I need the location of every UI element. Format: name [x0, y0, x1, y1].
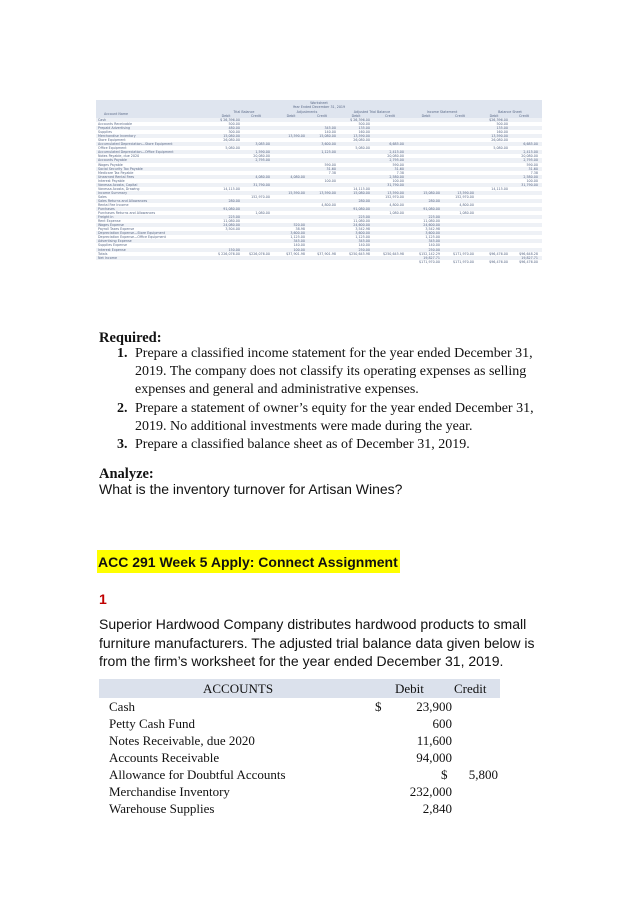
worksheet-cell: 15,080.00 [319, 134, 336, 139]
worksheet-subheader: Debit [421, 113, 431, 118]
analyze-question: What is the inventory turnover for Artisan Wines? [99, 481, 403, 497]
worksheet-account-name: Accounts Payable [98, 158, 127, 163]
worksheet-account-name: Sales Returns and Allowances [98, 198, 148, 203]
credit-value: 5,800 [468, 767, 498, 782]
worksheet-cell: 38.98 [295, 227, 305, 232]
analyze-heading: Analyze: [99, 466, 154, 482]
required-item-text: Prepare a classified income statement for the year ended December 31, 2019. The company does not classify its operating expenses as selling expenses and general and administrative expenses. [135, 346, 533, 398]
worksheet-cell: 15,080.00 [423, 190, 440, 195]
worksheet-cell: 345.00 [428, 239, 440, 244]
worksheet-cell: 345.00 [324, 126, 336, 131]
worksheet-account-name: Freight In [98, 215, 114, 220]
worksheet-cell: $ 26,396.00 [350, 118, 370, 122]
worksheet-cell: 14,115.00 [223, 186, 240, 191]
worksheet-cell: 2,795.00 [255, 158, 270, 163]
worksheet-account-name: Cash [98, 118, 107, 122]
header-credit: Credit [454, 681, 487, 696]
worksheet-account-name: Rent Expense [98, 219, 121, 224]
required-item-number: 2. [117, 400, 128, 416]
worksheet-subheader: Credit [385, 113, 395, 118]
worksheet-title: Worksheet [310, 101, 328, 105]
worksheet-cell: 1,125.00 [290, 235, 305, 240]
worksheet-cell: 160.00 [358, 130, 370, 135]
worksheet-cell: 15,080.00 [353, 190, 370, 195]
header-accounts: ACCOUNTS [203, 681, 274, 696]
required-heading: Required: [99, 330, 162, 346]
worksheet-cell: $171,970.00 [453, 251, 474, 256]
worksheet-subheader: Credit [519, 113, 529, 118]
worksheet-account-name: Depreciation Expense—Store Equipment [98, 231, 166, 236]
worksheet-rows [96, 118, 542, 264]
required-item [99, 345, 539, 400]
worksheet-account-name: Depreciation Expense—Office Equipment [98, 235, 166, 240]
header-debit: Debit [395, 681, 424, 696]
worksheet-header [96, 100, 542, 118]
worksheet-cell: 13,590.00 [288, 134, 305, 139]
worksheet-cell: $250,645.98 [383, 251, 404, 256]
worksheet-cell: 160.00 [496, 130, 508, 135]
worksheet-cell: 11,080.00 [353, 219, 370, 224]
worksheet-account-name: Purchases [98, 207, 115, 212]
worksheet-group-header: Adjustments [296, 109, 318, 114]
worksheet-cell: 4,080.00 [290, 174, 305, 179]
worksheet-cell: 4,080.00 [255, 174, 270, 179]
worksheet-account-name: Supplies [98, 130, 112, 135]
worksheet-cell: 1,125.00 [425, 235, 440, 240]
worksheet-cell: 500.00 [228, 122, 240, 127]
worksheet-cell: 15,080.00 [223, 134, 240, 139]
worksheet-cell: $26,396.00 [489, 118, 508, 122]
worksheet-cell: $96,476.00 [489, 251, 508, 256]
worksheet-cell: 24,600.00 [423, 223, 440, 228]
worksheet-account-name: Supplies Expense [98, 243, 127, 248]
worksheet-cell: 2,580.00 [389, 174, 404, 179]
account-name: Cash [109, 699, 135, 714]
table-row [99, 749, 500, 766]
worksheet-cell: $152,142.29 [419, 251, 440, 256]
worksheet-cell: 7.38 [530, 170, 538, 175]
worksheet-cell: 250.00 [428, 247, 440, 252]
worksheet-cell: 20,080.00 [387, 154, 404, 159]
worksheet-subheader: Credit [251, 113, 261, 118]
worksheet-account-name: Merchandise Inventory [98, 134, 136, 139]
worksheet-account-name: Totals [98, 251, 108, 256]
worksheet-cell: 480.00 [228, 126, 240, 131]
worksheet-account-name: Notes Payable, due 2020 [98, 154, 140, 159]
worksheet-cell: 1,125.00 [355, 235, 370, 240]
worksheet-account-name: Social Security Tax Payable [98, 166, 143, 171]
worksheet-cell: 152,970.00 [251, 194, 270, 199]
worksheet-cell: 1,125.00 [321, 150, 336, 155]
worksheet-cell: 590.00 [324, 162, 336, 167]
worksheet-group-header: Adjusted Trial Balance [353, 109, 391, 114]
worksheet-cell: 280.00 [428, 198, 440, 203]
worksheet-cell: $ 26,396.00 [220, 118, 240, 122]
worksheet-row [96, 260, 542, 264]
worksheet-cell: 15,590.00 [288, 190, 305, 195]
table-row [99, 715, 500, 732]
worksheet-cell: 140.00 [293, 243, 305, 248]
account-name: Merchandise Inventory [109, 784, 230, 799]
debit-value: 11,600 [416, 733, 452, 748]
worksheet-cell: 91,080.00 [353, 207, 370, 212]
worksheet-cell: 300.00 [228, 130, 240, 135]
worksheet-cell: 26,080.00 [491, 138, 508, 143]
table-row [99, 800, 500, 817]
worksheet-account-name: Accumulated Depreciation—Office Equipment [98, 150, 174, 155]
problem-text: Superior Hardwood Company distributes hardwood products to small furniture manufacturers. The adjusted trial balance data given below is from the firm’s worksheet for the year ended December 31, 2019. [99, 616, 535, 670]
worksheet-account-name: Advertising Expense [98, 239, 132, 244]
required-item-number: 1. [117, 346, 128, 361]
problem-number: 1 [99, 591, 107, 607]
worksheet-account-name: Interest Payable [98, 178, 125, 183]
worksheet-cell: 3,600.00 [355, 231, 370, 236]
table-row [99, 766, 500, 783]
worksheet-cell: 31,790.00 [521, 182, 538, 187]
worksheet-cell: 13,590.00 [353, 134, 370, 139]
debit-value: 600 [432, 716, 452, 731]
worksheet-account-name: Unearned Rental Fees [98, 174, 135, 179]
worksheet-cell: 14,115.00 [491, 186, 508, 191]
worksheet-cell: 6,685.00 [389, 142, 404, 147]
required-item [99, 400, 539, 436]
worksheet-cell: 225.00 [228, 215, 240, 220]
worksheet-account-name: Store Equipment [98, 138, 126, 143]
worksheet-cell: $171,970.00 [453, 259, 474, 264]
worksheet-cell: 11,080.00 [223, 219, 240, 224]
worksheet-subheader: Debit [221, 113, 231, 118]
worksheet-cell: 19,827.71 [521, 255, 538, 260]
worksheet-cell: 590.00 [526, 162, 538, 167]
worksheet-cell: 3,600.00 [290, 231, 305, 236]
worksheet-cell: 4,800.00 [459, 202, 474, 207]
required-item-text: Prepare a classified balance sheet as of December 31, 2019. [135, 437, 470, 453]
worksheet-cell: $96,648.28 [519, 251, 538, 256]
worksheet-subtitle: Year Ended December 31, 2019 [292, 105, 346, 109]
worksheet-cell: 152,970.00 [455, 194, 474, 199]
required-item [99, 436, 539, 454]
worksheet-cell: 4,800.00 [389, 202, 404, 207]
worksheet-cell: 100.00 [293, 247, 305, 252]
debit-value: 23,900 [416, 699, 452, 714]
debit-currency-symbol: $ [375, 699, 382, 714]
worksheet-cell: 3,600.00 [321, 142, 336, 147]
worksheet-cell: 1,080.00 [459, 211, 474, 216]
worksheet-cell: 26,080.00 [353, 138, 370, 143]
account-name: Accounts Receivable [109, 750, 220, 765]
worksheet-account-name: Accumulated Depreciation—Store Equipment [98, 142, 173, 147]
worksheet-cell: 13,590.00 [491, 134, 508, 139]
accounts-table [99, 679, 500, 817]
worksheet-cell: 100.00 [324, 178, 336, 183]
worksheet-cell: 31.60 [528, 166, 538, 171]
worksheet-cell: $171,970.00 [419, 259, 440, 264]
worksheet-cell: 31,790.00 [253, 182, 270, 187]
worksheet-cell: 2,795.00 [389, 158, 404, 163]
worksheet-cell: 500.00 [358, 122, 370, 127]
worksheet-account-name: Sales [98, 194, 107, 199]
worksheet-cell: 14,115.00 [353, 186, 370, 191]
worksheet-group-header: Trial Balance [233, 109, 255, 114]
worksheet-account-name: Wages Payable [98, 162, 123, 167]
worksheet-cell: 5,080.00 [225, 146, 240, 151]
worksheet-cell: 140.00 [324, 130, 336, 135]
worksheet-account-name: Interest Expense [98, 247, 126, 252]
worksheet-account-name: Vanessa Acosta, Drawing [98, 186, 140, 191]
debit-value: 94,000 [416, 750, 452, 765]
required-item-text: Prepare a statement of owner’s equity for the year ended December 31, 2019. No additional investments were made during the year. [135, 400, 534, 434]
worksheet-cell: 2,795.00 [523, 158, 538, 163]
accounts-table-body [99, 698, 500, 817]
worksheet-cell: $37,901.98 [317, 251, 336, 256]
worksheet-cell: 24,080.00 [223, 223, 240, 228]
worksheet-cell: 1,080.00 [255, 211, 270, 216]
worksheet-account-name: Wages Expense [98, 223, 124, 228]
worksheet-cell: 1,080.00 [389, 211, 404, 216]
worksheet-cell: 13,590.00 [457, 190, 474, 195]
worksheet-cell: 225.00 [428, 215, 440, 220]
worksheet-cell: 13,590.00 [319, 190, 336, 195]
worksheet-cell: 19,827.71 [423, 255, 440, 260]
worksheet-image [96, 100, 542, 320]
worksheet-cell: 24,600.00 [353, 223, 370, 228]
worksheet-account-name: Prepaid Advertising [98, 126, 131, 131]
worksheet-cell: 135.00 [358, 126, 370, 131]
worksheet-cell: 7.38 [396, 170, 404, 175]
table-row [99, 732, 500, 749]
worksheet-cell: $ 226,076.00 [217, 251, 240, 256]
worksheet-cell: 31.60 [394, 166, 404, 171]
worksheet-cell: 20,080.00 [521, 154, 538, 159]
worksheet-subheader: Credit [317, 113, 327, 118]
worksheet-cell: 280.00 [228, 198, 240, 203]
debit-value: 2,840 [422, 801, 452, 816]
worksheet-cell: 225.00 [358, 215, 370, 220]
worksheet-cell: $226,076.00 [249, 251, 270, 256]
worksheet-cell: 3,542.98 [425, 227, 440, 232]
table-row [99, 698, 500, 715]
worksheet-cell: 31,790.00 [387, 182, 404, 187]
worksheet-cell: 20,080.00 [253, 154, 270, 159]
worksheet-account-name: Purchases Returns and Allowances [98, 211, 156, 216]
worksheet-cell: 2,415.00 [523, 150, 538, 155]
worksheet-cell: 91,080.00 [423, 207, 440, 212]
worksheet-cell: 3,085.00 [255, 142, 270, 147]
credit-currency-symbol: $ [441, 767, 448, 782]
worksheet-account-name: Office Equipment [98, 146, 127, 151]
account-name: Allowance for Doubtful Accounts [109, 767, 286, 782]
worksheet-cell: 2,415.00 [389, 150, 404, 155]
worksheet-cell: 5,080.00 [355, 146, 370, 151]
worksheet-cell: 140.00 [428, 243, 440, 248]
worksheet-cell: 26,080.00 [223, 138, 240, 143]
worksheet-cell: 135.00 [496, 126, 508, 131]
account-name: Petty Cash Fund [109, 716, 195, 731]
worksheet-cell: 520.00 [293, 223, 305, 228]
worksheet-cell: 345.00 [293, 239, 305, 244]
worksheet-cell: 280.00 [358, 198, 370, 203]
account-name: Warehouse Supplies [109, 801, 215, 816]
required-list [99, 345, 539, 454]
worksheet-cell: 7.38 [328, 170, 336, 175]
worksheet-cell: 152,970.00 [385, 194, 404, 199]
worksheet-cell: 91,080.00 [223, 207, 240, 212]
worksheet-cell: 5,080.00 [493, 146, 508, 151]
worksheet-cell: 3,600.00 [425, 231, 440, 236]
worksheet-cell: 100.00 [392, 178, 404, 183]
worksheet-subheader: Credit [455, 113, 465, 118]
accounts-table-header [99, 679, 500, 698]
worksheet-subheader: Debit [489, 113, 499, 118]
worksheet-cell: 140.00 [358, 243, 370, 248]
worksheet-cell: $96,476.00 [489, 259, 508, 264]
worksheet-group-header: Balance Sheet [498, 109, 522, 114]
worksheet-group-header: Income Statement [426, 109, 458, 114]
worksheet-account-name: Medicare Tax Payable [98, 170, 134, 175]
section-heading: ACC 291 Week 5 Apply: Connect Assignment [97, 550, 400, 573]
worksheet-subheader: Debit [286, 113, 296, 118]
worksheet-cell: 11,080.00 [423, 219, 440, 224]
account-name: Notes Receivable, due 2020 [109, 733, 255, 748]
worksheet-account-name: Net Income [98, 255, 117, 260]
worksheet-cell: 2,580.00 [523, 174, 538, 179]
worksheet-cell: 1,590.00 [255, 150, 270, 155]
worksheet-cell: 13,590.00 [387, 190, 404, 195]
worksheet-subheader: Debit [351, 113, 361, 118]
worksheet-cell: 4,800.00 [321, 202, 336, 207]
worksheet-cell: $37,901.98 [286, 251, 305, 256]
worksheet-cell: 345.00 [358, 239, 370, 244]
table-row [99, 783, 500, 800]
worksheet-account-name: Accounts Receivable [98, 122, 133, 127]
worksheet-cell: 6,685.00 [523, 142, 538, 147]
worksheet-account-name: Vanessa Acosta, Capital [98, 182, 138, 187]
worksheet-account-header: Account Name [104, 112, 129, 116]
required-item-number: 3. [117, 437, 128, 453]
worksheet-cell: 3,504.00 [225, 227, 240, 232]
worksheet-cell: 100.00 [526, 178, 538, 183]
worksheet-cell: 150.00 [228, 247, 240, 252]
worksheet-cell: 3,542.98 [355, 227, 370, 232]
worksheet-cell: $250,645.98 [349, 251, 370, 256]
worksheet-account-name: Payroll Taxes Expense [98, 227, 135, 232]
worksheet-cell: 500.00 [496, 122, 508, 127]
worksheet-account-name: Rental Fee Income [98, 202, 129, 207]
worksheet-account-name: Income Summary [98, 190, 128, 195]
worksheet-cell: 250.00 [358, 247, 370, 252]
debit-value: 232,000 [409, 784, 452, 799]
worksheet-cell: $96,476.00 [519, 259, 538, 264]
worksheet-cell: 590.00 [392, 162, 404, 167]
worksheet-cell: 31.60 [326, 166, 336, 171]
